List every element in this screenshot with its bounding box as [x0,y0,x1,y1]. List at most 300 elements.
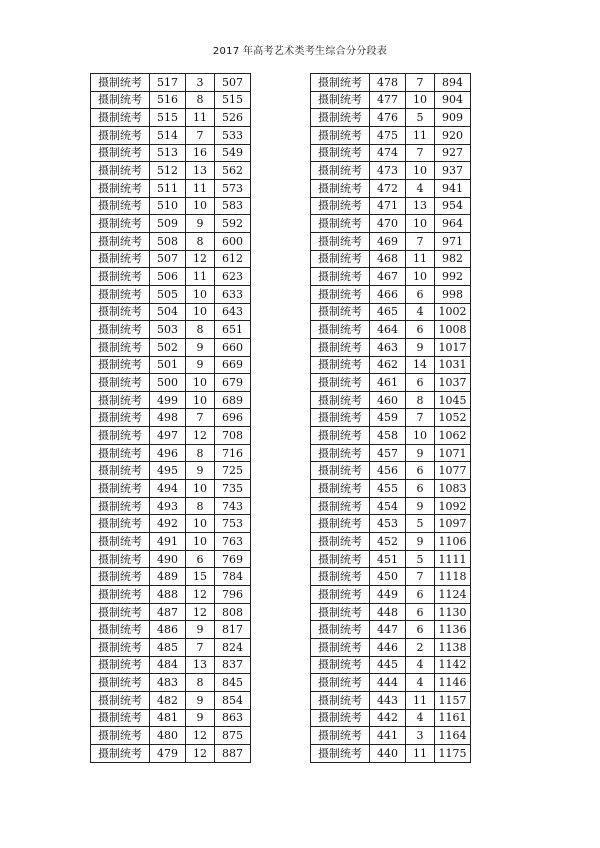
table-row [91,515,251,533]
cumulative-cell: 689 [215,391,251,409]
table-row [91,250,251,268]
category-cell: 摄制统考 [91,215,150,233]
count-cell: 10 [186,374,215,392]
score-cell: 484 [150,656,186,674]
score-cell: 495 [150,462,186,480]
table-row [91,533,251,551]
count-cell: 10 [186,285,215,303]
count-cell: 5 [406,550,435,568]
cumulative-cell: 1092 [435,497,471,515]
cumulative-cell: 1142 [435,656,471,674]
count-cell: 9 [406,444,435,462]
count-cell: 10 [186,303,215,321]
count-cell: 10 [406,162,435,180]
cumulative-cell: 1017 [435,338,471,356]
count-cell: 8 [186,444,215,462]
score-cell: 459 [370,409,406,427]
count-cell: 13 [406,197,435,215]
count-cell: 8 [406,391,435,409]
category-cell: 摄制统考 [91,709,150,727]
cumulative-cell: 562 [215,162,251,180]
table-row [91,744,251,762]
table-row [311,162,471,180]
count-cell: 7 [406,409,435,427]
count-cell: 9 [186,215,215,233]
table-row [91,603,251,621]
table-row [311,603,471,621]
cumulative-cell: 1157 [435,691,471,709]
cumulative-cell: 743 [215,497,251,515]
cumulative-cell: 643 [215,303,251,321]
category-cell: 摄制统考 [311,162,370,180]
category-cell: 摄制统考 [91,586,150,604]
count-cell: 5 [406,109,435,127]
category-cell: 摄制统考 [311,709,370,727]
table-row [91,586,251,604]
score-cell: 450 [370,568,406,586]
score-cell: 443 [370,691,406,709]
table-row [311,497,471,515]
category-cell: 摄制统考 [91,356,150,374]
cumulative-cell: 651 [215,321,251,339]
category-cell: 摄制统考 [91,409,150,427]
category-cell: 摄制统考 [91,179,150,197]
category-cell: 摄制统考 [91,497,150,515]
score-cell: 456 [370,462,406,480]
score-cell: 451 [370,550,406,568]
count-cell: 9 [186,356,215,374]
count-cell: 12 [186,586,215,604]
table-row [311,656,471,674]
cumulative-cell: 1083 [435,480,471,498]
count-cell: 11 [186,268,215,286]
category-cell: 摄制统考 [311,356,370,374]
category-cell: 摄制统考 [311,374,370,392]
score-cell: 452 [370,533,406,551]
cumulative-cell: 600 [215,232,251,250]
cumulative-cell: 971 [435,232,471,250]
score-cell: 483 [150,674,186,692]
table-row [311,321,471,339]
category-cell: 摄制统考 [91,533,150,551]
cumulative-cell: 735 [215,480,251,498]
score-cell: 502 [150,338,186,356]
category-cell: 摄制统考 [311,744,370,762]
category-cell: 摄制统考 [91,162,150,180]
cumulative-cell: 583 [215,197,251,215]
cumulative-cell: 763 [215,533,251,551]
count-cell: 6 [186,550,215,568]
category-cell: 摄制统考 [91,338,150,356]
table-row [91,480,251,498]
score-cell: 492 [150,515,186,533]
count-cell: 3 [406,727,435,745]
table-row [311,285,471,303]
score-cell: 494 [150,480,186,498]
category-cell: 摄制统考 [311,656,370,674]
category-cell: 摄制统考 [311,727,370,745]
table-row [91,126,251,144]
category-cell: 摄制统考 [311,268,370,286]
count-cell: 9 [186,691,215,709]
table-row [311,91,471,109]
category-cell: 摄制统考 [311,409,370,427]
score-cell: 453 [370,515,406,533]
score-cell: 487 [150,603,186,621]
count-cell: 4 [406,303,435,321]
count-cell: 6 [406,603,435,621]
table-row [91,179,251,197]
category-cell: 摄制统考 [311,338,370,356]
count-cell: 12 [186,250,215,268]
cumulative-cell: 769 [215,550,251,568]
cumulative-cell: 515 [215,91,251,109]
cumulative-cell: 954 [435,197,471,215]
category-cell: 摄制统考 [311,621,370,639]
count-cell: 6 [406,321,435,339]
cumulative-cell: 863 [215,709,251,727]
score-cell: 472 [370,179,406,197]
table-row [311,338,471,356]
table-row [91,285,251,303]
score-cell: 447 [370,621,406,639]
score-table-left-body [91,74,251,763]
category-cell: 摄制统考 [91,656,150,674]
count-cell: 4 [406,179,435,197]
category-cell: 摄制统考 [311,109,370,127]
category-cell: 摄制统考 [311,179,370,197]
count-cell: 10 [186,391,215,409]
count-cell: 4 [406,656,435,674]
table-row [311,74,471,92]
cumulative-cell: 920 [435,126,471,144]
table-row [91,568,251,586]
table-row [91,303,251,321]
score-cell: 512 [150,162,186,180]
score-cell: 475 [370,126,406,144]
count-cell: 8 [186,321,215,339]
category-cell: 摄制统考 [311,285,370,303]
table-row [311,144,471,162]
cumulative-cell: 941 [435,179,471,197]
cumulative-cell: 808 [215,603,251,621]
count-cell: 9 [186,462,215,480]
table-row [91,268,251,286]
table-row [91,444,251,462]
cumulative-cell: 1136 [435,621,471,639]
score-cell: 469 [370,232,406,250]
score-cell: 493 [150,497,186,515]
category-cell: 摄制统考 [311,603,370,621]
count-cell: 12 [186,603,215,621]
score-cell: 478 [370,74,406,92]
score-cell: 466 [370,285,406,303]
score-cell: 503 [150,321,186,339]
category-cell: 摄制统考 [91,285,150,303]
count-cell: 9 [406,533,435,551]
table-row [91,674,251,692]
score-cell: 464 [370,321,406,339]
score-cell: 500 [150,374,186,392]
category-cell: 摄制统考 [311,197,370,215]
cumulative-cell: 623 [215,268,251,286]
cumulative-cell: 1062 [435,427,471,445]
table-row [311,727,471,745]
score-cell: 442 [370,709,406,727]
score-cell: 479 [150,744,186,762]
score-cell: 496 [150,444,186,462]
category-cell: 摄制统考 [311,533,370,551]
score-cell: 455 [370,480,406,498]
count-cell: 7 [186,639,215,657]
score-cell: 449 [370,586,406,604]
count-cell: 4 [406,674,435,692]
score-cell: 480 [150,727,186,745]
cumulative-cell: 1071 [435,444,471,462]
category-cell: 摄制统考 [91,744,150,762]
count-cell: 15 [186,568,215,586]
table-row [311,462,471,480]
count-cell: 11 [186,109,215,127]
category-cell: 摄制统考 [311,444,370,462]
cumulative-cell: 1130 [435,603,471,621]
count-cell: 10 [406,91,435,109]
cumulative-cell: 887 [215,744,251,762]
score-cell: 470 [370,215,406,233]
table-row [91,656,251,674]
table-row [91,497,251,515]
cumulative-cell: 937 [435,162,471,180]
category-cell: 摄制统考 [91,568,150,586]
score-cell: 511 [150,179,186,197]
score-cell: 501 [150,356,186,374]
count-cell: 12 [186,727,215,745]
table-row [311,109,471,127]
table-row [311,268,471,286]
cumulative-cell: 854 [215,691,251,709]
count-cell: 16 [186,144,215,162]
cumulative-cell: 1124 [435,586,471,604]
category-cell: 摄制统考 [91,621,150,639]
table-row [91,621,251,639]
category-cell: 摄制统考 [91,91,150,109]
score-cell: 477 [370,91,406,109]
score-table-right [310,73,471,763]
score-cell: 517 [150,74,186,92]
count-cell: 6 [406,586,435,604]
cumulative-cell: 633 [215,285,251,303]
cumulative-cell: 753 [215,515,251,533]
cumulative-cell: 716 [215,444,251,462]
table-row [311,550,471,568]
score-cell: 516 [150,91,186,109]
category-cell: 摄制统考 [91,303,150,321]
table-row [91,727,251,745]
category-cell: 摄制统考 [91,109,150,127]
cumulative-cell: 679 [215,374,251,392]
cumulative-cell: 725 [215,462,251,480]
score-cell: 515 [150,109,186,127]
count-cell: 10 [406,268,435,286]
category-cell: 摄制统考 [311,586,370,604]
score-cell: 463 [370,338,406,356]
score-cell: 440 [370,744,406,762]
cumulative-cell: 1008 [435,321,471,339]
score-cell: 481 [150,709,186,727]
page-title: 2017 年高考艺术类考生综合分分段表 [212,46,388,57]
score-cell: 467 [370,268,406,286]
table-row [91,356,251,374]
category-cell: 摄制统考 [311,215,370,233]
count-cell: 10 [406,215,435,233]
count-cell: 10 [186,533,215,551]
score-cell: 465 [370,303,406,321]
count-cell: 5 [406,515,435,533]
category-cell: 摄制统考 [311,639,370,657]
count-cell: 10 [186,515,215,533]
cumulative-cell: 904 [435,91,471,109]
count-cell: 9 [186,709,215,727]
cumulative-cell: 998 [435,285,471,303]
count-cell: 8 [186,91,215,109]
score-cell: 461 [370,374,406,392]
cumulative-cell: 1146 [435,674,471,692]
cumulative-cell: 696 [215,409,251,427]
category-cell: 摄制统考 [311,144,370,162]
count-cell: 7 [406,232,435,250]
category-cell: 摄制统考 [91,74,150,92]
cumulative-cell: 1106 [435,533,471,551]
count-cell: 10 [186,197,215,215]
category-cell: 摄制统考 [311,250,370,268]
cumulative-cell: 1118 [435,568,471,586]
score-cell: 497 [150,427,186,445]
cumulative-cell: 909 [435,109,471,127]
cumulative-cell: 1037 [435,374,471,392]
table-row [311,374,471,392]
count-cell: 9 [186,338,215,356]
table-row [91,374,251,392]
category-cell: 摄制统考 [91,427,150,445]
table-row [91,232,251,250]
category-cell: 摄制统考 [311,497,370,515]
table-row [311,568,471,586]
score-cell: 441 [370,727,406,745]
cumulative-cell: 817 [215,621,251,639]
table-row [311,533,471,551]
category-cell: 摄制统考 [91,250,150,268]
score-cell: 454 [370,497,406,515]
count-cell: 11 [406,744,435,762]
score-cell: 513 [150,144,186,162]
score-cell: 457 [370,444,406,462]
count-cell: 9 [406,338,435,356]
table-row [91,162,251,180]
table-row [91,144,251,162]
category-cell: 摄制统考 [311,515,370,533]
score-cell: 460 [370,391,406,409]
table-row [311,197,471,215]
count-cell: 4 [406,709,435,727]
score-cell: 489 [150,568,186,586]
score-table-left [90,73,251,763]
table-row [311,515,471,533]
table-row [91,691,251,709]
count-cell: 6 [406,285,435,303]
category-cell: 摄制统考 [91,268,150,286]
table-row [91,338,251,356]
cumulative-cell: 845 [215,674,251,692]
cumulative-cell: 669 [215,356,251,374]
count-cell: 7 [406,74,435,92]
category-cell: 摄制统考 [311,391,370,409]
count-cell: 7 [406,144,435,162]
category-cell: 摄制统考 [311,126,370,144]
table-row [91,91,251,109]
cumulative-cell: 784 [215,568,251,586]
count-cell: 9 [406,497,435,515]
score-cell: 462 [370,356,406,374]
cumulative-cell: 796 [215,586,251,604]
cumulative-cell: 1138 [435,639,471,657]
cumulative-cell: 660 [215,338,251,356]
score-cell: 514 [150,126,186,144]
table-row [311,179,471,197]
cumulative-cell: 1175 [435,744,471,762]
category-cell: 摄制统考 [91,144,150,162]
category-cell: 摄制统考 [91,550,150,568]
score-cell: 505 [150,285,186,303]
score-cell: 510 [150,197,186,215]
count-cell: 13 [186,656,215,674]
cumulative-cell: 1052 [435,409,471,427]
category-cell: 摄制统考 [311,674,370,692]
table-row [311,409,471,427]
score-cell: 504 [150,303,186,321]
table-row [91,391,251,409]
category-cell: 摄制统考 [311,550,370,568]
table-row [311,709,471,727]
table-row [311,232,471,250]
cumulative-cell: 592 [215,215,251,233]
score-cell: 446 [370,639,406,657]
count-cell: 2 [406,639,435,657]
category-cell: 摄制统考 [91,691,150,709]
table-row [311,126,471,144]
category-cell: 摄制统考 [311,303,370,321]
cumulative-cell: 824 [215,639,251,657]
cumulative-cell: 982 [435,250,471,268]
count-cell: 3 [186,74,215,92]
count-cell: 11 [406,250,435,268]
cumulative-cell: 708 [215,427,251,445]
cumulative-cell: 1111 [435,550,471,568]
cumulative-cell: 1045 [435,391,471,409]
category-cell: 摄制统考 [311,480,370,498]
cumulative-cell: 1031 [435,356,471,374]
score-cell: 473 [370,162,406,180]
score-table-right-body [311,74,471,763]
category-cell: 摄制统考 [311,321,370,339]
count-cell: 6 [406,480,435,498]
table-row [311,444,471,462]
table-row [311,427,471,445]
count-cell: 12 [186,744,215,762]
score-cell: 490 [150,550,186,568]
score-cell: 471 [370,197,406,215]
table-row [91,427,251,445]
table-row [311,303,471,321]
